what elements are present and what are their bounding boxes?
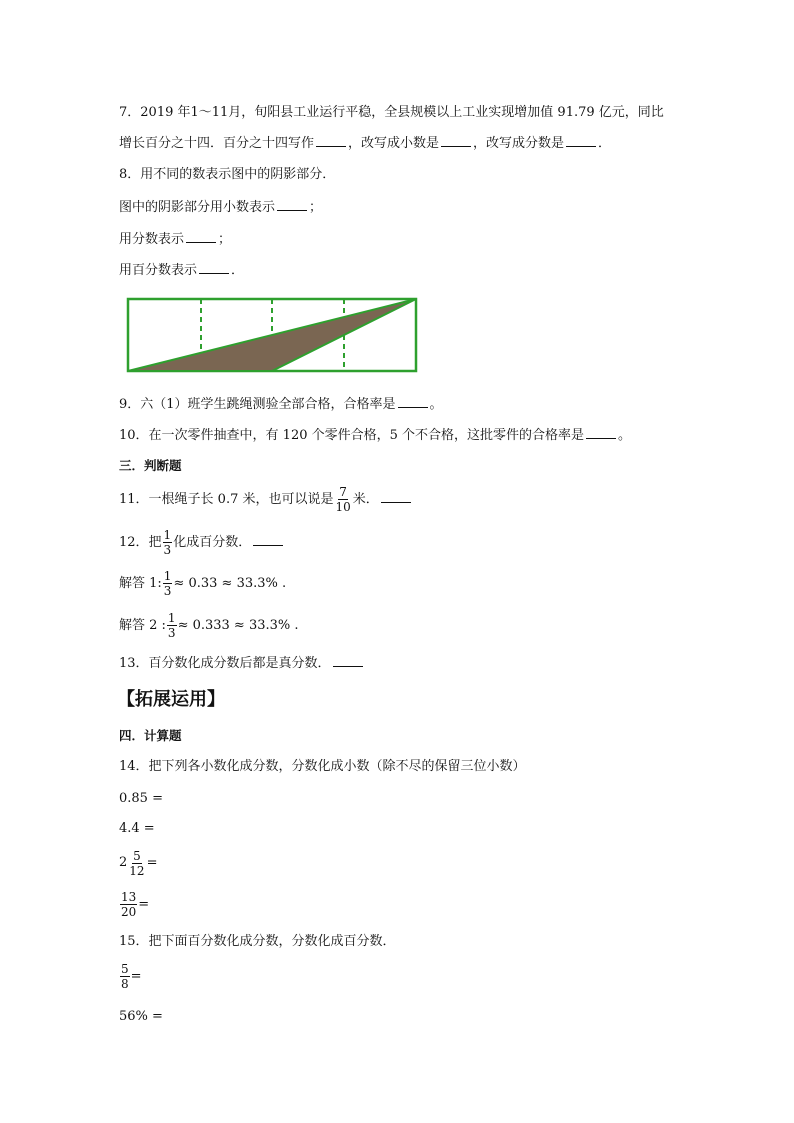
q9-blank[interactable] bbox=[398, 395, 428, 408]
section-4-heading bbox=[119, 727, 182, 745]
q12-text: 12．把 bbox=[119, 535, 162, 550]
q7-text-c: ，改写成分数是 bbox=[473, 136, 565, 151]
q15-item-1-numerator: 5 bbox=[121, 962, 129, 976]
q15-item-1-equals: = bbox=[130, 969, 142, 984]
q14-item-3-whole: 2 bbox=[119, 855, 128, 870]
q8-decimal-line bbox=[119, 198, 322, 217]
q7-line1 bbox=[119, 104, 664, 122]
q9-text: 9．六（1）班学生跳绳测验全部合格，合格率是 bbox=[119, 397, 396, 412]
q14-item-3-equals: = bbox=[146, 855, 158, 871]
q15-item-1 bbox=[119, 961, 142, 993]
answer-2-numerator: 1 bbox=[167, 611, 176, 625]
q7-text-a: 增长百分之十四．百分之十四写作 bbox=[119, 136, 315, 151]
q11-numerator: 7 bbox=[339, 485, 347, 499]
q8-fraction-line bbox=[119, 230, 231, 249]
shaded-rectangle-figure bbox=[126, 297, 420, 375]
answer-2-denominator: 3 bbox=[167, 626, 176, 640]
q15-item-2 bbox=[119, 1008, 163, 1026]
q14-item-3-denominator: 12 bbox=[129, 863, 145, 878]
q11-text-end: 米． bbox=[352, 492, 379, 507]
q12-numerator: 1 bbox=[163, 528, 172, 542]
answer-2-label: 解答 2 : bbox=[119, 618, 166, 633]
q11-line bbox=[119, 484, 413, 516]
q15-title bbox=[119, 933, 396, 951]
section-3-heading bbox=[119, 457, 182, 475]
answer-1-denominator: 3 bbox=[163, 584, 172, 598]
q7-blank-decimal[interactable] bbox=[441, 134, 471, 147]
q10-text: 10．在一次零件抽查中，有 120 个零件合格，5 个不合格，这批零件的合格率是 bbox=[119, 428, 585, 443]
q14-title-text: 14．把下列各小数化成分数，分数化成小数（除不尽的保留三位小数） bbox=[119, 759, 526, 774]
q15-title-text: 15．把下面百分数化成分数，分数化成百分数． bbox=[119, 934, 396, 949]
q7-blank-percent[interactable] bbox=[316, 134, 346, 147]
q8-percent-text: 用百分数表示 bbox=[119, 263, 198, 278]
q12-text-end: 化成百分数． bbox=[173, 535, 252, 550]
q15-item-1-fraction bbox=[120, 962, 130, 991]
extension-heading bbox=[117, 688, 225, 712]
q14-item-4 bbox=[119, 889, 149, 921]
q13-text: 13．百分数化成分数后都是真分数． bbox=[119, 656, 331, 671]
q14-item-4-numerator: 13 bbox=[121, 890, 137, 904]
q8-title bbox=[119, 166, 335, 184]
q11-fraction bbox=[334, 485, 351, 514]
q14-item-4-fraction bbox=[120, 890, 137, 919]
q14-title bbox=[119, 758, 526, 776]
answer-2-rest: ≈ 0.333 ≈ 33.3% . bbox=[177, 618, 299, 633]
q15-item-1-denominator: 8 bbox=[121, 977, 129, 991]
q9-line bbox=[119, 395, 443, 414]
answer-1-line bbox=[119, 568, 286, 600]
q14-item-3 bbox=[119, 847, 157, 880]
q8-fraction-text: 用分数表示 bbox=[119, 232, 185, 247]
q15-item-2-text: 56% = bbox=[119, 1009, 163, 1024]
q14-item-3-fraction bbox=[128, 849, 145, 878]
section-4-text: 四．计算题 bbox=[119, 728, 182, 743]
q8-blank-decimal[interactable] bbox=[277, 198, 307, 211]
q13-line bbox=[119, 654, 365, 673]
q10-blank[interactable] bbox=[586, 426, 616, 439]
section-3-text: 三．判断题 bbox=[119, 458, 182, 473]
q11-denominator: 10 bbox=[335, 500, 351, 514]
q12-denominator: 3 bbox=[163, 543, 172, 557]
q8-fraction-end: ； bbox=[218, 232, 232, 247]
extension-heading-text: 【拓展运用】 bbox=[117, 689, 225, 710]
q11-blank[interactable] bbox=[381, 490, 411, 503]
q14-item-2 bbox=[119, 820, 155, 838]
q12-line bbox=[119, 527, 285, 559]
q14-item-1-text: 0.85 = bbox=[119, 791, 163, 806]
q7-text-d: ． bbox=[598, 136, 612, 151]
q12-blank[interactable] bbox=[253, 533, 283, 546]
q7-text-b: ，改写成小数是 bbox=[348, 136, 440, 151]
answer-1-fraction bbox=[163, 569, 173, 598]
q8-blank-percent[interactable] bbox=[199, 261, 229, 274]
answer-2-fraction bbox=[167, 611, 177, 640]
q8-decimal-end: ； bbox=[309, 200, 323, 215]
q10-line bbox=[119, 426, 631, 445]
q7-blank-fraction[interactable] bbox=[566, 134, 596, 147]
answer-2-line bbox=[119, 610, 299, 642]
q14-item-4-denominator: 20 bbox=[121, 905, 137, 919]
q14-item-4-equals: = bbox=[138, 897, 150, 912]
q9-end: 。 bbox=[429, 397, 443, 412]
q14-item-3-numerator: 5 bbox=[133, 848, 141, 863]
q14-item-2-text: 4.4 = bbox=[119, 821, 155, 836]
q8-decimal-text: 图中的阴影部分用小数表示 bbox=[119, 200, 276, 215]
answer-1-label: 解答 1: bbox=[119, 576, 162, 591]
q8-title-text: 8．用不同的数表示图中的阴影部分． bbox=[119, 167, 336, 182]
q8-blank-fraction[interactable] bbox=[186, 230, 216, 243]
q7-line2 bbox=[119, 134, 611, 153]
q7-text-line1: 7．2019 年1～11月，旬阳县工业运行平稳，全县规模以上工业实现增加值 91.79 亿元，同比 bbox=[119, 105, 664, 120]
q10-end: 。 bbox=[618, 428, 632, 443]
q8-percent-line bbox=[119, 261, 244, 280]
q14-item-1 bbox=[119, 790, 163, 808]
answer-1-numerator: 1 bbox=[163, 569, 172, 583]
q8-percent-end: ． bbox=[231, 263, 245, 278]
answer-1-rest: ≈ 0.33 ≈ 33.3% . bbox=[173, 576, 287, 591]
q13-blank[interactable] bbox=[333, 654, 363, 667]
q12-fraction bbox=[163, 528, 173, 557]
q11-text: 11．一根绳子长 0.7 米，也可以说是 bbox=[119, 492, 334, 507]
